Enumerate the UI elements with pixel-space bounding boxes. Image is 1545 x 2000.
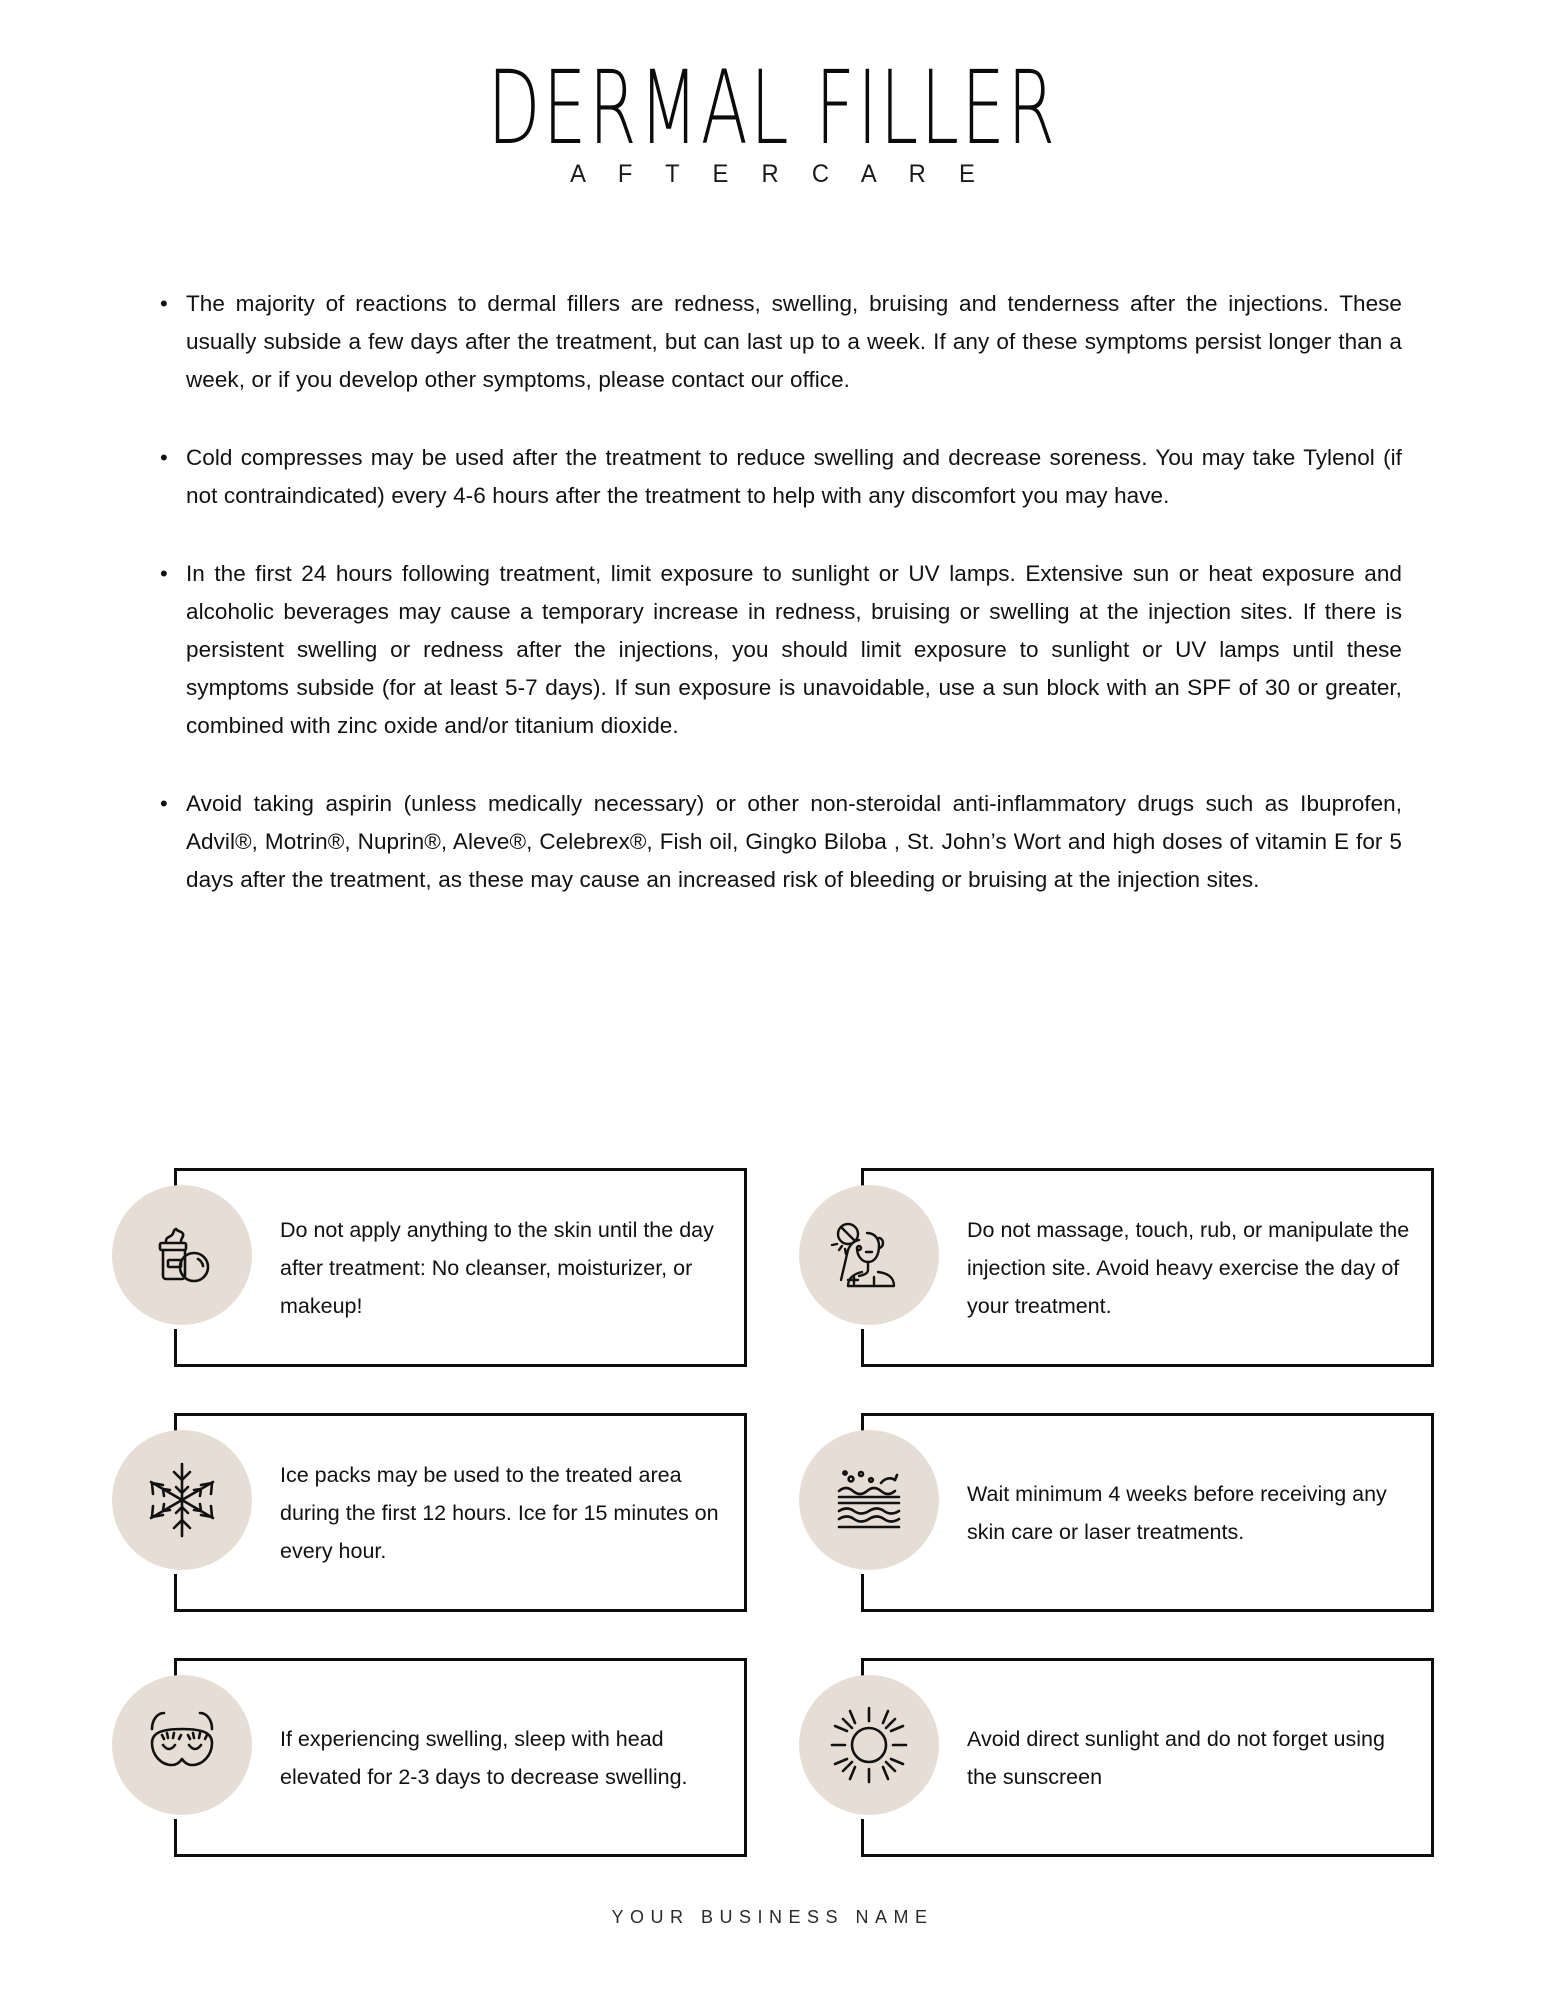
instruction-text-cold-compresses: Cold compresses may be used after the treatment to reduce swelling and decrease soreness. You may take Tylenol (if not contraindicated) every 4-6 hours after the treatment to help with any discomfort you may have. <box>186 445 1402 508</box>
instruction-text-aspirin: Avoid taking aspirin (unless medically necessary) or other non-steroidal anti-inflammatory drugs such as Ibuprofen, Advil®, Motrin®, Nuprin®, Aleve®, Celebrex®, Fish oil, Gingko Biloba , St. John’s Wort and high doses of vitamin E for 5 days after the treatment, as these may cause an increased risk of bleeding or bruising at the injection sites. <box>186 791 1402 892</box>
card-text-no-products: Do not apply anything to the skin until the day after treatment: No cleanser, moisturizer, or makeup! <box>280 1217 714 1318</box>
card-wait-four-weeks <box>799 1405 1434 1620</box>
bullet-point-icon: • <box>160 445 168 470</box>
instruction-text-reactions: The majority of reactions to dermal fillers are redness, swelling, bruising and tenderness after the injections. These usually subside a few days after the treatment, but can last up to a week. If any of these symptoms persist longer than a week, or if you develop other symptoms, please contact our office. <box>186 291 1402 392</box>
card-no-massage <box>799 1160 1434 1375</box>
list-item <box>160 439 1402 515</box>
document-header <box>0 0 1545 189</box>
card-text-ice-packs: Ice packs may be used to the treated area during the first 12 hours. Ice for 15 minutes on every hour. <box>280 1462 719 1563</box>
card-text-elevate-head: If experiencing swelling, sleep with head elevated for 2-3 days to decrease swelling. <box>280 1726 688 1789</box>
page-title: DERMAL FILLER <box>487 49 1058 168</box>
card-text-no-massage: Do not massage, touch, rub, or manipulate the injection site. Avoid heavy exercise the day of your treatment. <box>967 1217 1410 1318</box>
aftercare-instructions-list <box>0 285 1545 899</box>
footer-business-name: YOUR BUSINESS NAME <box>611 1907 934 1927</box>
card-avoid-sun <box>799 1650 1434 1865</box>
instruction-text-sun-exposure: In the first 24 hours following treatment, limit exposure to sunlight or UV lamps. Extensive sun or heat exposure and alcoholic beverages may cause a temporary increase in redness, bruising or swelling at the injection sites. If there is persistent swelling or redness after the injections, you should limit exposure to sunlight or UV lamps until these symptoms subside (for at least 5-7 days). If sun exposure is unavoidable, use a sun block with an SPF of 30 or greater, combined with zinc oxide and/or titanium dioxide. <box>186 561 1402 738</box>
card-ice-packs <box>112 1405 747 1620</box>
sun-icon <box>799 1675 939 1815</box>
page-subtitle: A F T E R C A R E <box>570 160 989 188</box>
list-item <box>160 555 1402 745</box>
card-no-products <box>112 1160 747 1375</box>
bullet-point-icon: • <box>160 561 168 586</box>
snowflake-icon <box>112 1430 252 1570</box>
card-text-avoid-sun: Avoid direct sunlight and do not forget using the sunscreen <box>967 1726 1385 1789</box>
aftercare-icon-cards <box>112 1160 1434 1865</box>
no-touch-face-icon <box>799 1185 939 1325</box>
sleep-mask-icon <box>112 1675 252 1815</box>
skin-layers-icon <box>799 1430 939 1570</box>
bullet-point-icon: • <box>160 791 168 816</box>
list-item <box>160 285 1402 399</box>
card-elevate-head <box>112 1650 747 1865</box>
bullet-point-icon: • <box>160 291 168 316</box>
cream-jar-icon <box>112 1185 252 1325</box>
list-item <box>160 785 1402 899</box>
card-text-wait-four-weeks: Wait minimum 4 weeks before receiving any skin care or laser treatments. <box>967 1481 1387 1544</box>
